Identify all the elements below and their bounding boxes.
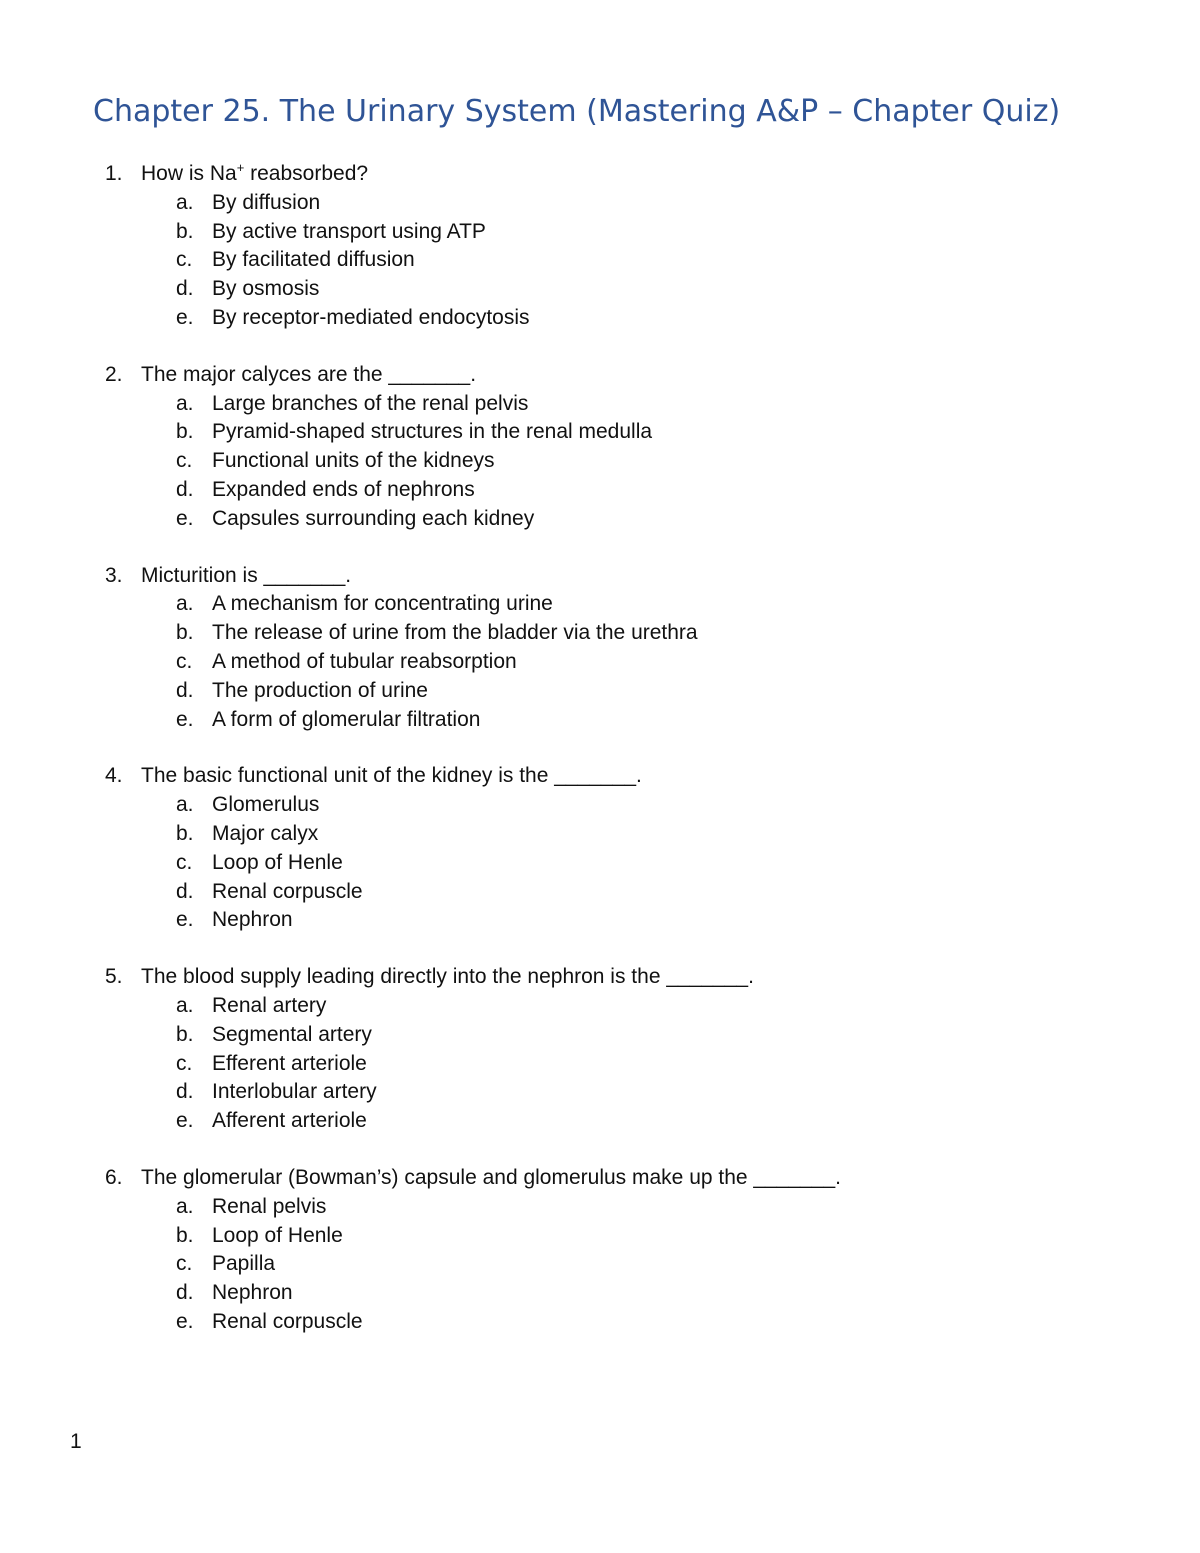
option-text: Nephron (212, 908, 293, 932)
page-title: Chapter 25. The Urinary System (Mastering A&P – Chapter Quiz) (93, 94, 1061, 129)
option-text: A method of tubular reabsorption (212, 649, 517, 673)
question-number: 5. (105, 965, 123, 989)
option-letter: c. (176, 649, 193, 673)
option-letter: e. (176, 506, 194, 530)
answer-option (105, 677, 1105, 706)
question-number: 4. (105, 764, 123, 788)
answer-option (105, 590, 1105, 619)
question-1 (105, 160, 1105, 333)
option-letter: e. (176, 908, 194, 932)
option-text: By facilitated diffusion (212, 248, 415, 272)
question-number: 1. (105, 162, 123, 185)
option-letter: a. (176, 793, 194, 817)
question-3 (105, 562, 1105, 735)
option-letter: b. (176, 821, 194, 845)
option-text: By diffusion (212, 190, 321, 214)
option-letter: a. (176, 190, 194, 214)
option-text: Functional units of the kidneys (212, 449, 495, 473)
option-letter: a. (176, 592, 194, 616)
question-number: 2. (105, 362, 123, 386)
option-text: Renal corpuscle (212, 1309, 363, 1333)
answer-option (105, 1078, 1105, 1107)
option-text: Expanded ends of nephrons (212, 477, 475, 501)
option-letter: d. (176, 277, 194, 301)
answer-option (105, 1050, 1105, 1079)
page-number: 1 (70, 1430, 82, 1453)
option-letter: d. (176, 678, 194, 702)
option-letter: e. (176, 1109, 194, 1133)
option-letter: e. (176, 707, 194, 731)
answer-option (105, 275, 1105, 304)
answer-option (105, 246, 1105, 275)
question-stem (105, 361, 1105, 390)
option-letter: e. (176, 305, 194, 329)
answer-option (105, 706, 1105, 735)
option-letter: a. (176, 1194, 194, 1218)
answer-option (105, 1222, 1105, 1251)
option-letter: c. (176, 1051, 193, 1075)
answer-option (105, 218, 1105, 247)
answer-option (105, 820, 1105, 849)
answer-option (105, 906, 1105, 935)
option-text: Loop of Henle (212, 850, 343, 874)
option-letter: c. (176, 449, 193, 473)
option-text: Large branches of the renal pelvis (212, 391, 529, 415)
question-stem (105, 762, 1105, 791)
option-letter: d. (176, 477, 194, 501)
question-text-main: How is Na (141, 162, 237, 185)
option-letter: b. (176, 1022, 194, 1046)
option-text: By active transport using ATP (212, 219, 486, 243)
question-number: 6. (105, 1165, 123, 1189)
question-text: Micturition is _______. (141, 563, 352, 587)
answer-option (105, 791, 1105, 820)
option-letter: a. (176, 993, 194, 1017)
option-letter: e. (176, 1309, 194, 1333)
question-stem (105, 562, 1105, 591)
answer-option (105, 1193, 1105, 1222)
answer-option (105, 849, 1105, 878)
question-stem (105, 160, 1105, 189)
option-text: Afferent arteriole (212, 1109, 367, 1133)
option-text: Renal corpuscle (212, 879, 363, 903)
question-superscript: + (236, 160, 245, 175)
question-text: The glomerular (Bowman’s) capsule and glomerulus make up the _______. (141, 1165, 842, 1189)
answer-option (105, 418, 1105, 447)
option-text: The production of urine (212, 678, 428, 702)
option-text: Interlobular artery (212, 1080, 377, 1104)
question-number: 3. (105, 563, 123, 587)
question-4 (105, 762, 1105, 935)
answer-option (105, 1279, 1105, 1308)
answer-option (105, 1250, 1105, 1279)
question-6 (105, 1164, 1105, 1337)
answer-option (105, 1107, 1105, 1136)
option-text: Renal artery (212, 993, 327, 1017)
option-letter: a. (176, 391, 194, 415)
question-2 (105, 361, 1105, 534)
option-text: The release of urine from the bladder via the urethra (212, 621, 698, 645)
answer-option (105, 189, 1105, 218)
answer-option (105, 447, 1105, 476)
option-text: By receptor-mediated endocytosis (212, 305, 530, 329)
question-text: The basic functional unit of the kidney is the _______. (141, 764, 642, 788)
option-text: A form of glomerular filtration (212, 707, 481, 731)
answer-option (105, 992, 1105, 1021)
option-text: Major calyx (212, 821, 319, 845)
question-list (105, 160, 1105, 1365)
option-text: Renal pelvis (212, 1194, 327, 1218)
option-letter: d. (176, 1281, 194, 1305)
option-letter: d. (176, 1080, 194, 1104)
question-stem (105, 1164, 1105, 1193)
option-text: A mechanism for concentrating urine (212, 592, 553, 616)
answer-option (105, 476, 1105, 505)
answer-option (105, 1308, 1105, 1337)
option-text: Segmental artery (212, 1022, 372, 1046)
question-stem (105, 963, 1105, 992)
option-text: By osmosis (212, 277, 320, 301)
option-text: Papilla (212, 1252, 276, 1276)
option-letter: c. (176, 248, 193, 272)
question-text-after: reabsorbed? (244, 162, 369, 185)
option-text: Nephron (212, 1281, 293, 1305)
option-text: Pyramid-shaped structures in the renal medulla (212, 420, 653, 444)
answer-option (105, 304, 1105, 333)
answer-option (105, 1021, 1105, 1050)
question-text: The blood supply leading directly into the nephron is the _______. (141, 965, 754, 989)
option-letter: b. (176, 1223, 194, 1247)
answer-option (105, 648, 1105, 677)
answer-option (105, 505, 1105, 534)
option-text: Glomerulus (212, 793, 320, 817)
option-letter: c. (176, 1252, 193, 1276)
option-text: Loop of Henle (212, 1223, 343, 1247)
question-5 (105, 963, 1105, 1136)
option-text: Efferent arteriole (212, 1051, 367, 1075)
option-letter: c. (176, 850, 193, 874)
question-text: The major calyces are the _______. (141, 362, 477, 386)
option-letter: d. (176, 879, 194, 903)
option-text: Capsules surrounding each kidney (212, 506, 535, 530)
answer-option (105, 619, 1105, 648)
answer-option (105, 390, 1105, 419)
question-text (141, 160, 368, 189)
option-letter: b. (176, 219, 194, 243)
option-letter: b. (176, 420, 194, 444)
answer-option (105, 878, 1105, 907)
option-letter: b. (176, 621, 194, 645)
